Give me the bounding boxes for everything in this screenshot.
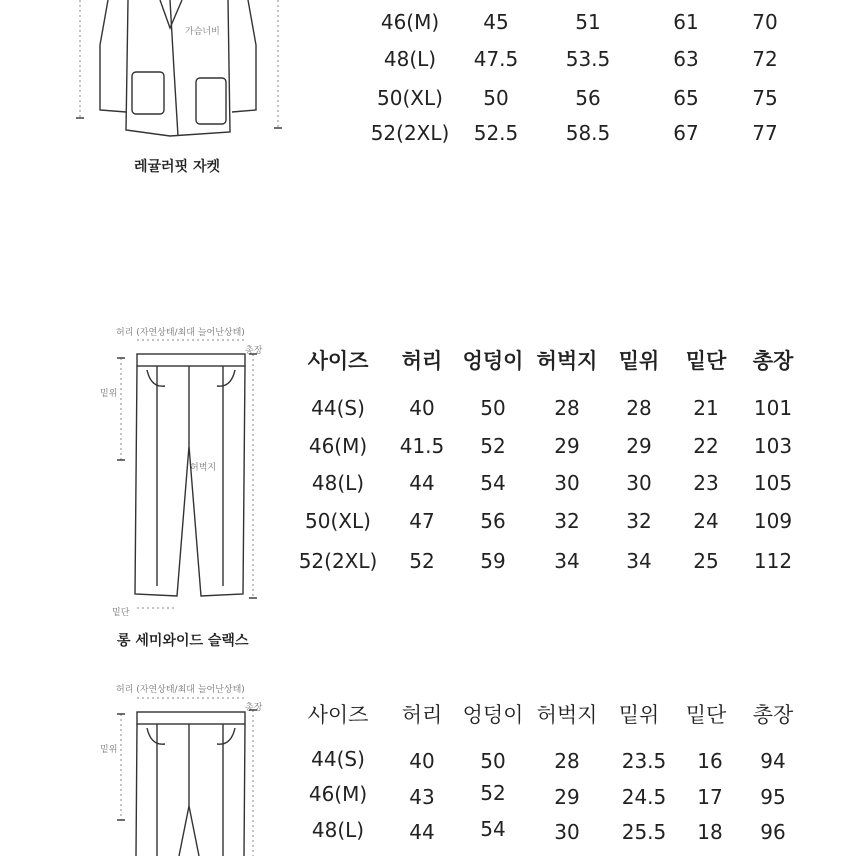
value-cell: 28 [554, 749, 580, 773]
size-cell: 48(L) [383, 47, 437, 71]
waist-label: 허리 (자연상태/최대 늘어난상태) [116, 328, 245, 338]
value-cell: 53.5 [565, 47, 611, 71]
size-cell: 46(M) [380, 10, 440, 34]
value-cell: 61 [673, 10, 699, 34]
table-header: 밑단 [685, 349, 727, 373]
value-cell: 17 [697, 785, 723, 809]
jacket-illustration [70, 0, 290, 150]
value-cell: 44 [409, 471, 435, 495]
rise-label: 밑위 [100, 389, 118, 399]
value-cell: 109 [753, 509, 793, 533]
value-cell: 65 [673, 86, 699, 110]
table-header: 총장 [752, 703, 794, 727]
value-cell: 23 [693, 471, 719, 495]
value-cell: 41.5 [399, 434, 445, 458]
value-cell: 59 [480, 549, 506, 573]
value-cell: 50 [480, 749, 506, 773]
value-cell: 25.5 [621, 820, 667, 844]
value-cell: 75 [752, 86, 778, 110]
size-cell: 48(L) [311, 471, 365, 495]
value-cell: 34 [626, 549, 652, 573]
value-cell: 95 [760, 785, 786, 809]
table-header: 허리 [401, 349, 443, 373]
value-cell: 29 [554, 785, 580, 809]
value-cell: 96 [760, 820, 786, 844]
size-cell: 50(XL) [305, 509, 371, 533]
value-cell: 94 [760, 749, 786, 773]
size-cell: 52(2XL) [370, 121, 450, 145]
chest-width-label: 가슴너비 [185, 27, 220, 37]
table-header: 총장 [752, 349, 794, 373]
total-length-label: 총장 [245, 703, 263, 713]
value-cell: 50 [480, 396, 506, 420]
value-cell: 34 [554, 549, 580, 573]
value-cell: 50 [483, 86, 509, 110]
table-header: 사이즈 [307, 349, 369, 373]
slacks-caption: 롱 세미와이드 슬랙스 [117, 633, 249, 649]
value-cell: 58.5 [565, 121, 611, 145]
value-cell: 56 [575, 86, 601, 110]
hem-label: 밑단 [112, 608, 130, 618]
value-cell: 24 [693, 509, 719, 533]
value-cell: 43 [409, 785, 435, 809]
value-cell: 21 [693, 396, 719, 420]
thigh-label: 허벅지 [190, 463, 217, 473]
value-cell: 63 [673, 47, 699, 71]
value-cell: 47 [409, 509, 435, 533]
value-cell: 40 [409, 396, 435, 420]
size-cell: 50(XL) [377, 86, 443, 110]
value-cell: 23.5 [621, 749, 667, 773]
size-cell: 44(S) [311, 396, 365, 420]
value-cell: 28 [554, 396, 580, 420]
value-cell: 67 [673, 121, 699, 145]
size-cell: 52(2XL) [298, 549, 378, 573]
value-cell: 29 [626, 434, 652, 458]
value-cell: 56 [480, 509, 506, 533]
table-header: 허벅지 [536, 349, 598, 373]
value-cell: 70 [752, 10, 778, 34]
table-header: 밑위 [618, 349, 660, 373]
value-cell: 45 [483, 10, 509, 34]
table-header: 사이즈 [307, 703, 369, 727]
jacket-caption: 레귤러핏 자켓 [134, 159, 221, 175]
value-cell: 52 [409, 549, 435, 573]
value-cell: 40 [409, 749, 435, 773]
value-cell: 32 [626, 509, 652, 533]
value-cell: 51 [575, 10, 601, 34]
rise-label: 밑위 [100, 745, 118, 755]
slacks-illustration [115, 694, 265, 856]
value-cell: 44 [409, 820, 435, 844]
value-cell: 16 [697, 749, 723, 773]
value-cell: 30 [554, 471, 580, 495]
value-cell: 105 [753, 471, 793, 495]
value-cell: 47.5 [473, 47, 519, 71]
value-cell: 52 [480, 781, 506, 805]
slacks-illustration [115, 336, 265, 616]
value-cell: 25 [693, 549, 719, 573]
value-cell: 103 [753, 434, 793, 458]
value-cell: 30 [626, 471, 652, 495]
value-cell: 18 [697, 820, 723, 844]
value-cell: 52.5 [473, 121, 519, 145]
table-header: 허리 [401, 703, 443, 727]
value-cell: 52 [480, 434, 506, 458]
value-cell: 29 [554, 434, 580, 458]
table-header: 밑위 [618, 703, 660, 727]
value-cell: 54 [480, 471, 506, 495]
value-cell: 28 [626, 396, 652, 420]
value-cell: 112 [753, 549, 793, 573]
table-header: 엉덩이 [462, 703, 524, 727]
size-cell: 46(M) [308, 434, 368, 458]
value-cell: 22 [693, 434, 719, 458]
value-cell: 77 [752, 121, 778, 145]
size-cell: 48(L) [311, 818, 365, 842]
value-cell: 30 [554, 820, 580, 844]
value-cell: 72 [752, 47, 778, 71]
value-cell: 24.5 [621, 785, 667, 809]
table-header: 엉덩이 [462, 349, 524, 373]
value-cell: 101 [753, 396, 793, 420]
waist-label: 허리 (자연상태/최대 늘어난상태) [116, 685, 245, 695]
value-cell: 32 [554, 509, 580, 533]
size-cell: 44(S) [311, 747, 365, 771]
size-cell: 46(M) [308, 782, 368, 806]
table-header: 허벅지 [536, 703, 598, 727]
total-length-label: 총장 [245, 346, 263, 356]
value-cell: 54 [480, 817, 506, 841]
table-header: 밑단 [685, 703, 727, 727]
